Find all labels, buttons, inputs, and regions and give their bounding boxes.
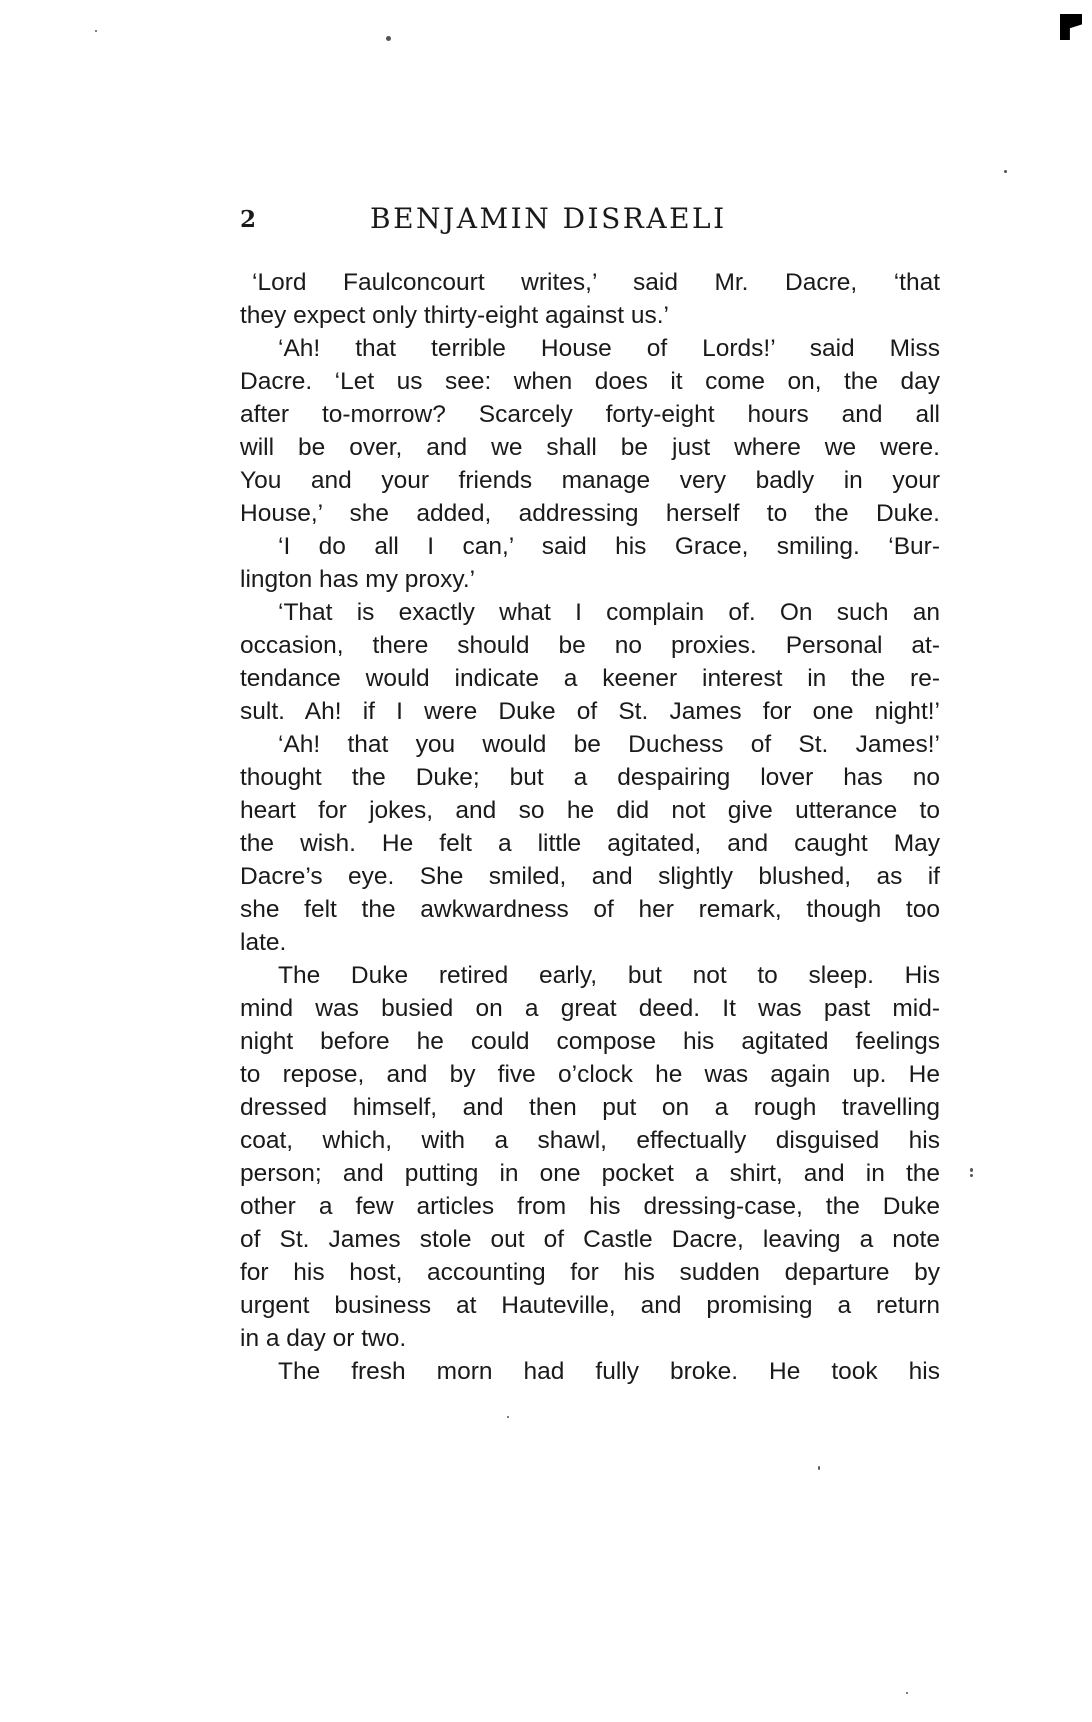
corner-mark [1060,14,1082,40]
text-line: in a day or two. [240,1325,407,1352]
text-line: ‘Ah! that you would be Duchess of St. James!’ [278,731,940,758]
text-line: lington has my proxy.’ [240,566,476,593]
body-text [240,266,940,1388]
speck [970,1174,973,1177]
text-line: they expect only thirty-eight against us.’ [240,302,669,329]
text-line: night before he could compose his agitated feelings [240,1028,940,1055]
text-line: occasion, there should be no proxies. Personal at- [240,632,940,659]
speck [1004,170,1007,173]
text-line: House,’ she added, addressing herself to the Duke. [240,500,940,527]
text-line: thought the Duke; but a despairing lover has no [240,764,940,791]
text-line: will be over, and we shall be just where we were. [240,434,940,461]
speck [386,36,391,41]
text-line: late. [240,929,287,956]
text-line: heart for jokes, and so he did not give utterance to [240,797,940,824]
text-line: other a few articles from his dressing-case, the Duke [240,1193,940,1220]
text-line: the wish. He felt a little agitated, and caught May [240,830,940,857]
text-line: to repose, and by five o’clock he was again up. He [240,1061,940,1088]
text-line: mind was busied on a great deed. It was past mid- [240,995,940,1022]
text-line: person; and putting in one pocket a shirt, and in the [240,1160,940,1187]
text-line: after to-morrow? Scarcely forty-eight hours and all [240,401,940,428]
text-line: Dacre. ‘Let us see: when does it come on, the day [240,368,940,395]
text-line: ‘Lord Faulconcourt writes,’ said Mr. Dacre, ‘that [252,269,940,296]
text-line: of St. James stole out of Castle Dacre, leaving a note [240,1226,940,1253]
text-line: ‘I do all I can,’ said his Grace, smiling. ‘Bur- [278,533,940,560]
speck [95,30,97,32]
text-line: coat, which, with a shawl, effectually disguised his [240,1127,940,1154]
speck [970,1168,973,1172]
text-line: sult. Ah! if I were Duke of St. James for one night!’ [240,698,940,725]
text-line: Dacre’s eye. She smiled, and slightly blushed, as if [240,863,940,890]
text-line: for his host, accounting for his sudden departure by [240,1259,940,1286]
text-line: The Duke retired early, but not to sleep. His [278,962,940,989]
speck [507,1416,509,1418]
text-line: The fresh morn had fully broke. He took his [278,1358,940,1385]
text-line: You and your friends manage very badly in your [240,467,940,494]
text-line: ‘That is exactly what I complain of. On such an [278,599,940,626]
text-line: tendance would indicate a keener interest in the re- [240,665,940,692]
speck [818,1466,820,1470]
text-line: she felt the awkwardness of her remark, though too [240,896,940,923]
text-line: urgent business at Hauteville, and promising a return [240,1292,940,1319]
running-head [240,202,940,242]
text-line: ‘Ah! that terrible House of Lords!’ said Miss [278,335,940,362]
text-line: dressed himself, and then put on a rough travelling [240,1094,940,1121]
speck [906,1692,908,1694]
page-number: 2 [240,206,257,233]
running-title: BENJAMIN DISRAELI [370,202,727,235]
